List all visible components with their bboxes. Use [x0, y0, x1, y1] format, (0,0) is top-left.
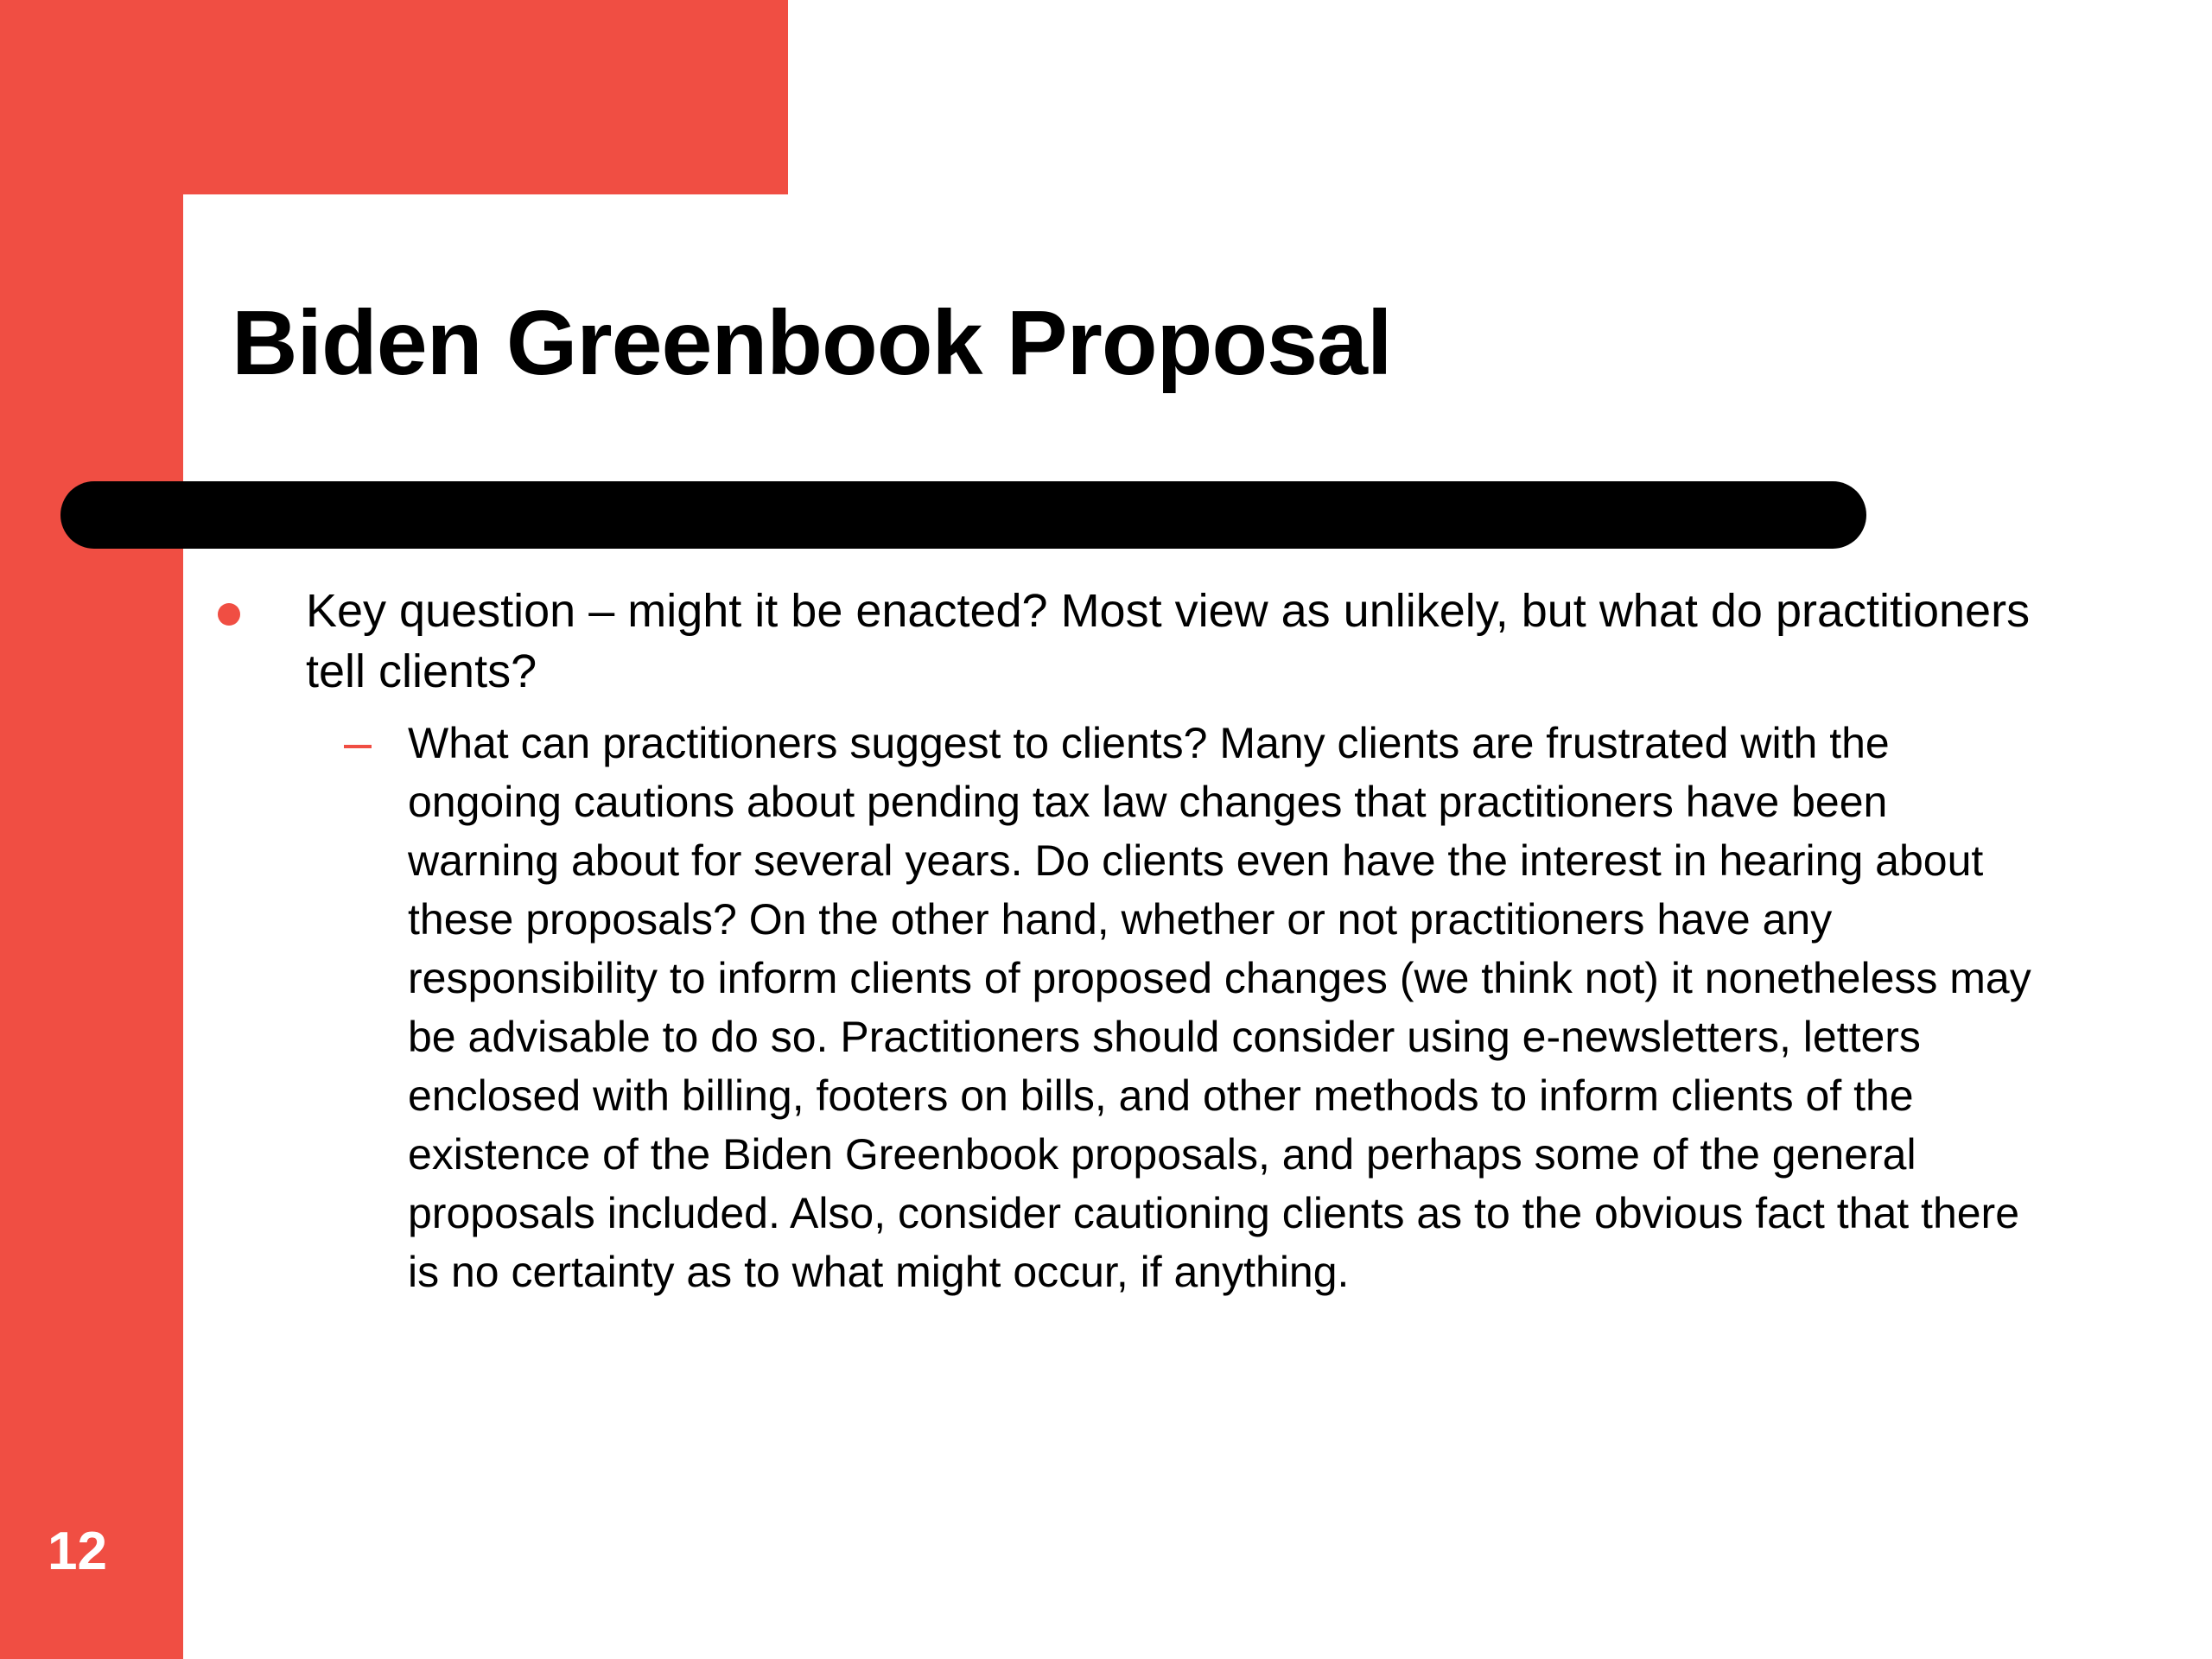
page-title: Biden Greenbook Proposal: [232, 292, 1392, 394]
list-item: [183, 581, 2067, 702]
list-item: [183, 714, 2067, 1301]
bullet-dash-icon: [344, 745, 372, 748]
bullet-dot-icon: [218, 603, 240, 626]
bullet-text-level-1: Key question – might it be enacted? Most view as unlikely, but what do practitioners tell clients?: [306, 585, 2031, 698]
title-divider-bar: [60, 481, 1866, 549]
slide-body: [183, 581, 2067, 1301]
decorative-red-sidebar: [0, 0, 183, 1659]
slide-number: 12: [48, 1522, 107, 1581]
bullet-text-level-2: What can practitioners suggest to clients? Many clients are frustrated with the ongoing cautions about pending tax law changes that practitioners have been warning about for several years. Do clients even have the interest in hearing about these proposals? On the other hand, whether or not practitioners have any responsibility to inform clients of proposed changes (we think not) it nonetheless may be advisable to do so. Practitioners should consider using e-newsletters, letters enclosed with billing, footers on bills, and other methods to inform clients of the existence of the Biden Greenbook proposals, and perhaps some of the general proposals included. Also, consider cautioning clients as to the obvious fact that there is no certainty as to what might occur, if anything.: [408, 719, 2031, 1297]
